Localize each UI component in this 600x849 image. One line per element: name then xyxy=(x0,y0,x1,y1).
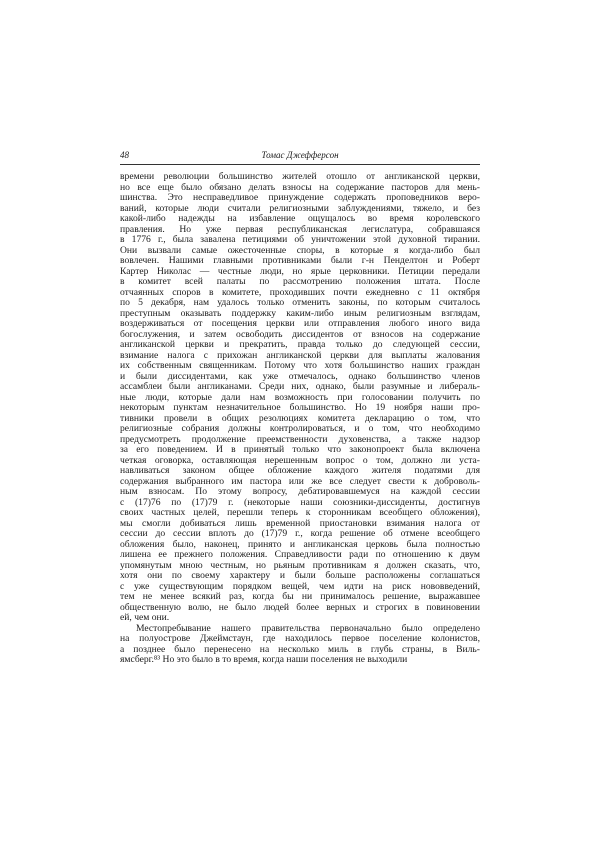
text-line: хотя они по своему характеру и были больше расположены соглашаться xyxy=(120,570,480,581)
text-line: некоторым пунктам незначительное большинство. Но 19 ноября наши про- xyxy=(120,402,480,413)
text-line: ямсберг.⁸³ Но это было в то время, когда наши поселения не выходили xyxy=(120,654,408,665)
text-line: их собственным священникам. Потому что хотя большинство наших граждан xyxy=(120,360,480,371)
text-line: лишена ее прежнего положения. Справедливости ради по отношению к двум xyxy=(120,549,480,560)
text-line: с уже существующим порядком вещей, чем идти на риск нововведений, xyxy=(120,580,480,592)
text-line: воздерживаться от посещения церкви или отправления любого иного вида xyxy=(120,318,480,329)
text-line: на полуострове Джеймстаун, где находилось первое поселение колонистов, xyxy=(120,633,480,644)
text-line: вовлечен. Нашими главными противниками были г-н Пенделтон и Роберт xyxy=(120,255,480,266)
text-line: своих частных целей, перешли теперь к сторонникам всеобщего обложения), xyxy=(120,507,480,518)
text-line: упомянутым мною честным, но рьяным противникам я должен сказать, что, xyxy=(120,559,480,571)
text-line: шинства. Это несправедливое принуждение содержать проповедников веро- xyxy=(120,192,480,203)
paragraph xyxy=(120,172,480,624)
running-header xyxy=(120,150,480,165)
text-line: времени революции большинство жителей отошло от англиканской церкви, xyxy=(120,171,480,182)
text-line: а позднее было перенесено на несколько миль в глубь страны, в Виль- xyxy=(120,643,480,655)
text-line: Картер Николас — честные люди, но ярые церковники. Петиции передали xyxy=(120,265,480,277)
text-line: какой-либо надежды на избавление ощущалось во время королевского xyxy=(120,213,480,224)
text-line: четкая оговорка, оставляющая нерешенным вопрос о том, должно ли уста- xyxy=(120,454,480,466)
text-line: преступным оказывать поддержку каким-либо иным религиозным взглядам, xyxy=(120,307,480,319)
text-line: англиканской церкви и прекратить, правда только до следующей сессии, xyxy=(120,339,480,350)
text-line: взимание налога с прихожан англиканской церкви для выплаты жалования xyxy=(120,349,480,361)
text-line: Они вызвали самые ожесточенные споры, в которые я когда-либо был xyxy=(120,244,480,256)
page-number: 48 xyxy=(120,150,129,160)
text-line: предусмотреть продолжение преемственности духовенства, а также надзор xyxy=(120,433,480,445)
text-line: обложения было, наконец, принято и англиканская церковь была полностью xyxy=(120,538,480,550)
running-title: Томас Джефферсон xyxy=(261,150,339,160)
text-line: религиозные собрания должны контролироваться, и о том, что необходимо xyxy=(120,423,480,434)
text-line: правления. Но уже первая республиканская легислатура, собравшаяся xyxy=(120,223,480,235)
text-line: с (17)76 по (17)79 г. (некоторые наши союзники-диссиденты, достигнув xyxy=(120,496,480,508)
text-line: но все еще было обязано делать взносы на содержание пасторов для мень- xyxy=(120,181,480,193)
text-line: общественную волю, не было людей более верных и строгих в повиновении xyxy=(120,601,480,613)
text-line: ные люди, которые дали нам возможность при голосовании получить по xyxy=(120,391,480,403)
text-line: за его поведением. И в принятый только что законопроект была включена xyxy=(120,444,480,455)
text-line: ваний, которые люди считали религиозными заблуждениями, тяжело, и без xyxy=(120,202,480,214)
text-line: отчаянных споров в комитете, проходивших почти ежедневно с 11 октября xyxy=(120,286,480,298)
text-line: тем не менее всякий раз, когда бы ни принималось решение, выражавшее xyxy=(120,591,480,602)
paragraph xyxy=(120,624,480,666)
text-line: тивники провели в общих резолюциях комитета декларацию о том, что xyxy=(120,412,480,424)
text-line: и были диссидентами, как уже отмечалось, однако большинство членов xyxy=(120,370,480,382)
text-line: в 1776 г., была завалена петициями об уничтожении этой духовной тирании. xyxy=(120,234,480,245)
text-line: ассамблеи были англиканами. Среди них, однако, были разумные и либераль- xyxy=(120,381,480,392)
text-line: по 5 декабря, нам удалось только отменить законы, по которым считалось xyxy=(120,297,480,308)
text-line: сессии до сессии вплоть до (17)79 г., когда решение об отмене всеобщего xyxy=(120,528,480,539)
text-line: ей, чем они. xyxy=(120,612,170,623)
page-body xyxy=(120,172,480,666)
text-line: мы смогли добиваться лишь временной приостановки взимания налога от xyxy=(120,517,480,529)
text-line: ным взносам. По этому вопросу, дебатировавшемуся на каждой сессии xyxy=(120,486,480,497)
text-line: Местопребывание нашего правительства первоначально было определено xyxy=(136,622,480,634)
text-line: навливаться законом общее обложение каждого жителя податями для xyxy=(120,465,480,476)
text-line: богослужения, и затем освободить диссидентов от взносов на содержание xyxy=(120,328,480,340)
text-line: в комитет всей палаты по рассмотрению положения штата. После xyxy=(120,276,480,287)
text-line: содержания выбранного им пастора или же все следует свести к доброволь- xyxy=(120,475,480,487)
